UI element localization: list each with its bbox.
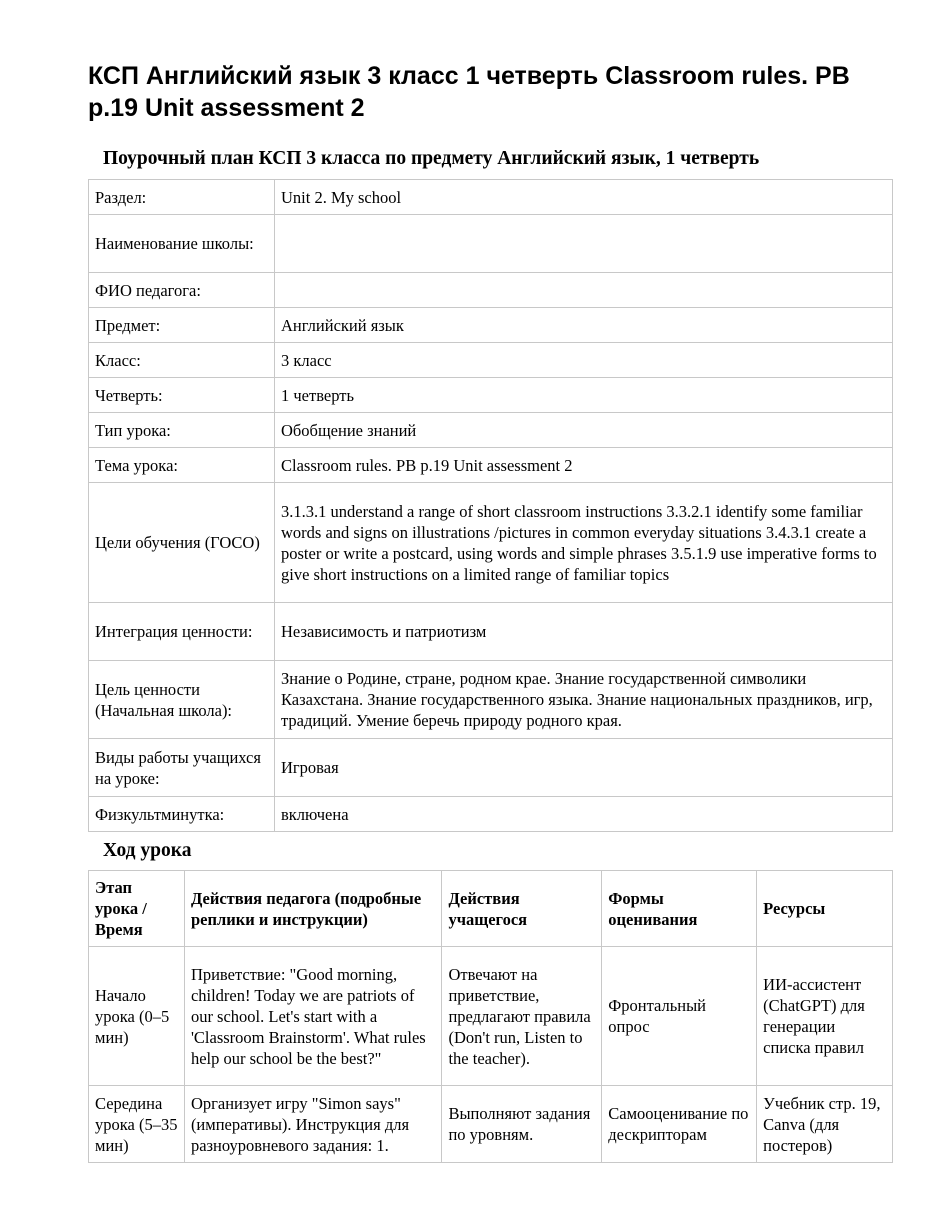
stage-cell: Середина урока (5–35 мин) bbox=[89, 1086, 185, 1163]
info-row bbox=[89, 378, 893, 413]
info-label: Виды работы учащихся на уроке: bbox=[89, 739, 275, 797]
info-label: Тема урока: bbox=[89, 448, 275, 483]
info-value: Игровая bbox=[275, 739, 893, 797]
info-row bbox=[89, 413, 893, 448]
resources-cell: ИИ-ассистент (ChatGPT) для генерации списка правил bbox=[757, 947, 893, 1086]
info-value: 3 класс bbox=[275, 343, 893, 378]
info-row bbox=[89, 661, 893, 739]
info-row bbox=[89, 797, 893, 832]
student-actions-cell: Отвечают на приветствие, предлагают правила (Don't run, Listen to the teacher). bbox=[442, 947, 602, 1086]
info-value: Обобщение знаний bbox=[275, 413, 893, 448]
resources-cell: Учебник стр. 19, Canva (для постеров) bbox=[757, 1086, 893, 1163]
info-value bbox=[275, 215, 893, 273]
lesson-table-header-row bbox=[89, 871, 893, 947]
student-actions-cell: Выполняют задания по уровням. bbox=[442, 1086, 602, 1163]
header-student-actions: Действия учащегося bbox=[442, 871, 602, 947]
info-label: Цель ценности (Начальная школа): bbox=[89, 661, 275, 739]
header-stage: Этап урока / Время bbox=[89, 871, 185, 947]
teacher-actions-cell: Приветствие: "Good morning, children! Today we are patriots of our school. Let's start with a 'Classroom Brainstorm'. What rules help our school be the best?" bbox=[184, 947, 442, 1086]
stage-cell: Начало урока (0–5 мин) bbox=[89, 947, 185, 1086]
info-row bbox=[89, 180, 893, 215]
lesson-progress-table bbox=[88, 870, 893, 1163]
plan-heading: Поурочный план КСП 3 класса по предмету Английский язык, 1 четверть bbox=[103, 148, 760, 169]
assessment-cell: Фронтальный опрос bbox=[602, 947, 757, 1086]
info-row bbox=[89, 483, 893, 603]
info-label: Предмет: bbox=[89, 308, 275, 343]
info-value: 1 четверть bbox=[275, 378, 893, 413]
header-resources: Ресурсы bbox=[757, 871, 893, 947]
info-value: Classroom rules. PB p.19 Unit assessment 2 bbox=[275, 448, 893, 483]
teacher-actions-cell: Организует игру "Simon says" (императивы). Инструкция для разноуровневого задания: 1. bbox=[184, 1086, 442, 1163]
info-label: Цели обучения (ГОСО) bbox=[89, 483, 275, 603]
info-label: Раздел: bbox=[89, 180, 275, 215]
info-value: Независимость и патриотизм bbox=[275, 603, 893, 661]
document-title: КСП Английский язык 3 класс 1 четверть Classroom rules. PB p.19 Unit assessment 2 bbox=[88, 62, 850, 122]
info-label: Физкультминутка: bbox=[89, 797, 275, 832]
lesson-row bbox=[89, 1086, 893, 1163]
info-row bbox=[89, 343, 893, 378]
header-teacher-actions: Действия педагога (подробные реплики и инструкции) bbox=[184, 871, 442, 947]
assessment-cell: Самооценивание по дескрипторам bbox=[602, 1086, 757, 1163]
info-row bbox=[89, 215, 893, 273]
lesson-progress-heading: Ход урока bbox=[103, 840, 192, 861]
info-value: включена bbox=[275, 797, 893, 832]
info-label: Тип урока: bbox=[89, 413, 275, 448]
info-row bbox=[89, 308, 893, 343]
header-assessment-forms: Формы оценивания bbox=[602, 871, 757, 947]
info-value: 3.1.3.1 understand a range of short classroom instructions 3.3.2.1 identify some familiar words and signs on illustrations /pictures in common everyday situations 3.4.3.1 create a poster or write a postcard, using words and simple phrases 3.5.1.9 use imperative forms to give short instructions on a limited range of familiar topics bbox=[275, 483, 893, 603]
info-label: Наименование школы: bbox=[89, 215, 275, 273]
info-value: Английский язык bbox=[275, 308, 893, 343]
lesson-row bbox=[89, 947, 893, 1086]
info-label: Класс: bbox=[89, 343, 275, 378]
info-value: Знание о Родине, стране, родном крае. Знание государственной символики Казахстана. Знание государственного языка. Знание национальных праздников, игр, традиций. Умение беречь природу родного края. bbox=[275, 661, 893, 739]
info-row bbox=[89, 739, 893, 797]
lesson-info-table bbox=[88, 179, 893, 832]
info-row bbox=[89, 603, 893, 661]
info-label: Четверть: bbox=[89, 378, 275, 413]
info-row bbox=[89, 273, 893, 308]
info-label: ФИО педагога: bbox=[89, 273, 275, 308]
info-value bbox=[275, 273, 893, 308]
info-value: Unit 2. My school bbox=[275, 180, 893, 215]
info-label: Интеграция ценности: bbox=[89, 603, 275, 661]
info-row bbox=[89, 448, 893, 483]
